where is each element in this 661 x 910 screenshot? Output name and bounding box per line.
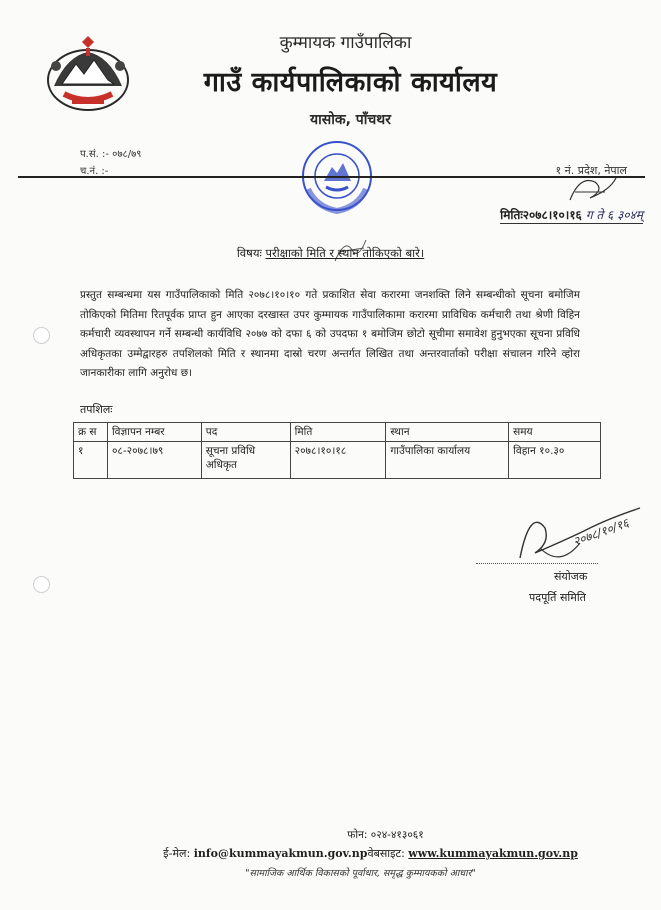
cell-ad-number: ०८-२०७८।७९ <box>107 442 201 479</box>
header-serial: क्र स <box>74 423 108 442</box>
cell-post: सूचना प्रविधि अधिकृत <box>201 442 290 479</box>
header-post: पद <box>201 423 290 442</box>
date-printed: मितिः२०७८।१०।१६ <box>500 208 582 222</box>
cell-time: विहान १०.३० <box>509 442 601 479</box>
punch-hole <box>33 576 50 593</box>
email-link[interactable]: info@kummayakmun.gov.np <box>193 847 368 860</box>
header-time: समय <box>509 423 601 442</box>
email-label: ई-मेल: <box>163 847 191 860</box>
signatory-committee: पदपूर्ति समिति <box>529 591 586 604</box>
letter-body: प्रस्तुत सम्बन्धमा यस गाउँपालिकाको मिति २०७८।१०।१० गते प्रकाशित सेवा करारमा जनशक्ति लिने सम्बन्धीको सूचना बमोजिम तोकिएको मितिमा रितपूर्वक प्राप्त हुन आएका दरखास्त उपर कुम्मायक गाउँपालिकामा करारमा प्राविधिक कर्मचारी तथा श्रेणी विहिन कर्मचारी व्यवस्थापन गर्ने सम्बन्धी कार्यविधि २०७७ को दफा ६ को उपदफा १ बमोजिम छोटो सूचीमा समावेश हुनुभएका सूचना प्रविधि अधिकृतका उम्मेद्वारहरु तपशिलको मिति र स्थानमा दास्रो चरण अन्तर्गत लिखित तथा अन्तरवार्ताको परीक्षा संचालन गरिने व्होरा जानकारीका लागि अनुरोध छ। <box>80 289 580 380</box>
header-venue: स्थान <box>386 423 509 442</box>
org-name: कुम्मायक गाउँपालिका <box>279 33 412 53</box>
footer-slogan: "सामाजिक आर्थिक विकासको पूर्वाधार, समृद्ध कुम्मायकको आधार" <box>245 868 476 879</box>
reference-number: प.सं. :- ०७८/७९ <box>80 149 142 160</box>
office-title: गाउँ कार्यपालिकाको कार्यालय <box>203 67 498 98</box>
initials-signature-icon <box>560 170 620 210</box>
header-date: मिति <box>290 423 386 442</box>
subject-prefix: विषयः <box>236 246 262 260</box>
cell-date: २०७८।१०।१८ <box>290 442 386 479</box>
dispatch-number: च.नं. :- <box>80 166 109 177</box>
table-row <box>74 442 601 479</box>
subject-line <box>0 246 661 261</box>
province-label: १ नं. प्रदेश, नेपाल <box>555 164 627 177</box>
date-handwritten: ग ते ६ ३०४म् <box>585 208 643 222</box>
subject-text: परीक्षाको मिति र स्थान तोकिएको बारे। <box>265 246 425 260</box>
schedule-table <box>73 422 601 479</box>
website-label: वेबसाइट: <box>367 847 405 860</box>
cell-serial: १ <box>74 442 108 479</box>
header-ad-number: विज्ञापन नम्बर <box>107 423 201 442</box>
signatory-role: संयोजक <box>554 570 588 583</box>
punch-hole <box>33 327 50 344</box>
website-link[interactable]: www.kummayakmun.gov.np <box>408 847 578 860</box>
table-caption: तपशिलः <box>80 403 113 416</box>
header-rule <box>18 176 645 178</box>
signature-date: २०७८/१०/१६ <box>571 515 631 549</box>
signature-line <box>476 563 598 564</box>
table-header-row <box>74 423 601 442</box>
office-address: यासोक, पाँचथर <box>310 112 391 128</box>
issue-date <box>500 206 643 224</box>
coordinator-signature-icon <box>500 498 650 578</box>
footer-contact <box>0 846 661 861</box>
cell-venue: गाउँपालिका कार्यालय <box>386 442 509 479</box>
footer-phone: फोन: ०२४-४१३०६१ <box>347 829 424 841</box>
